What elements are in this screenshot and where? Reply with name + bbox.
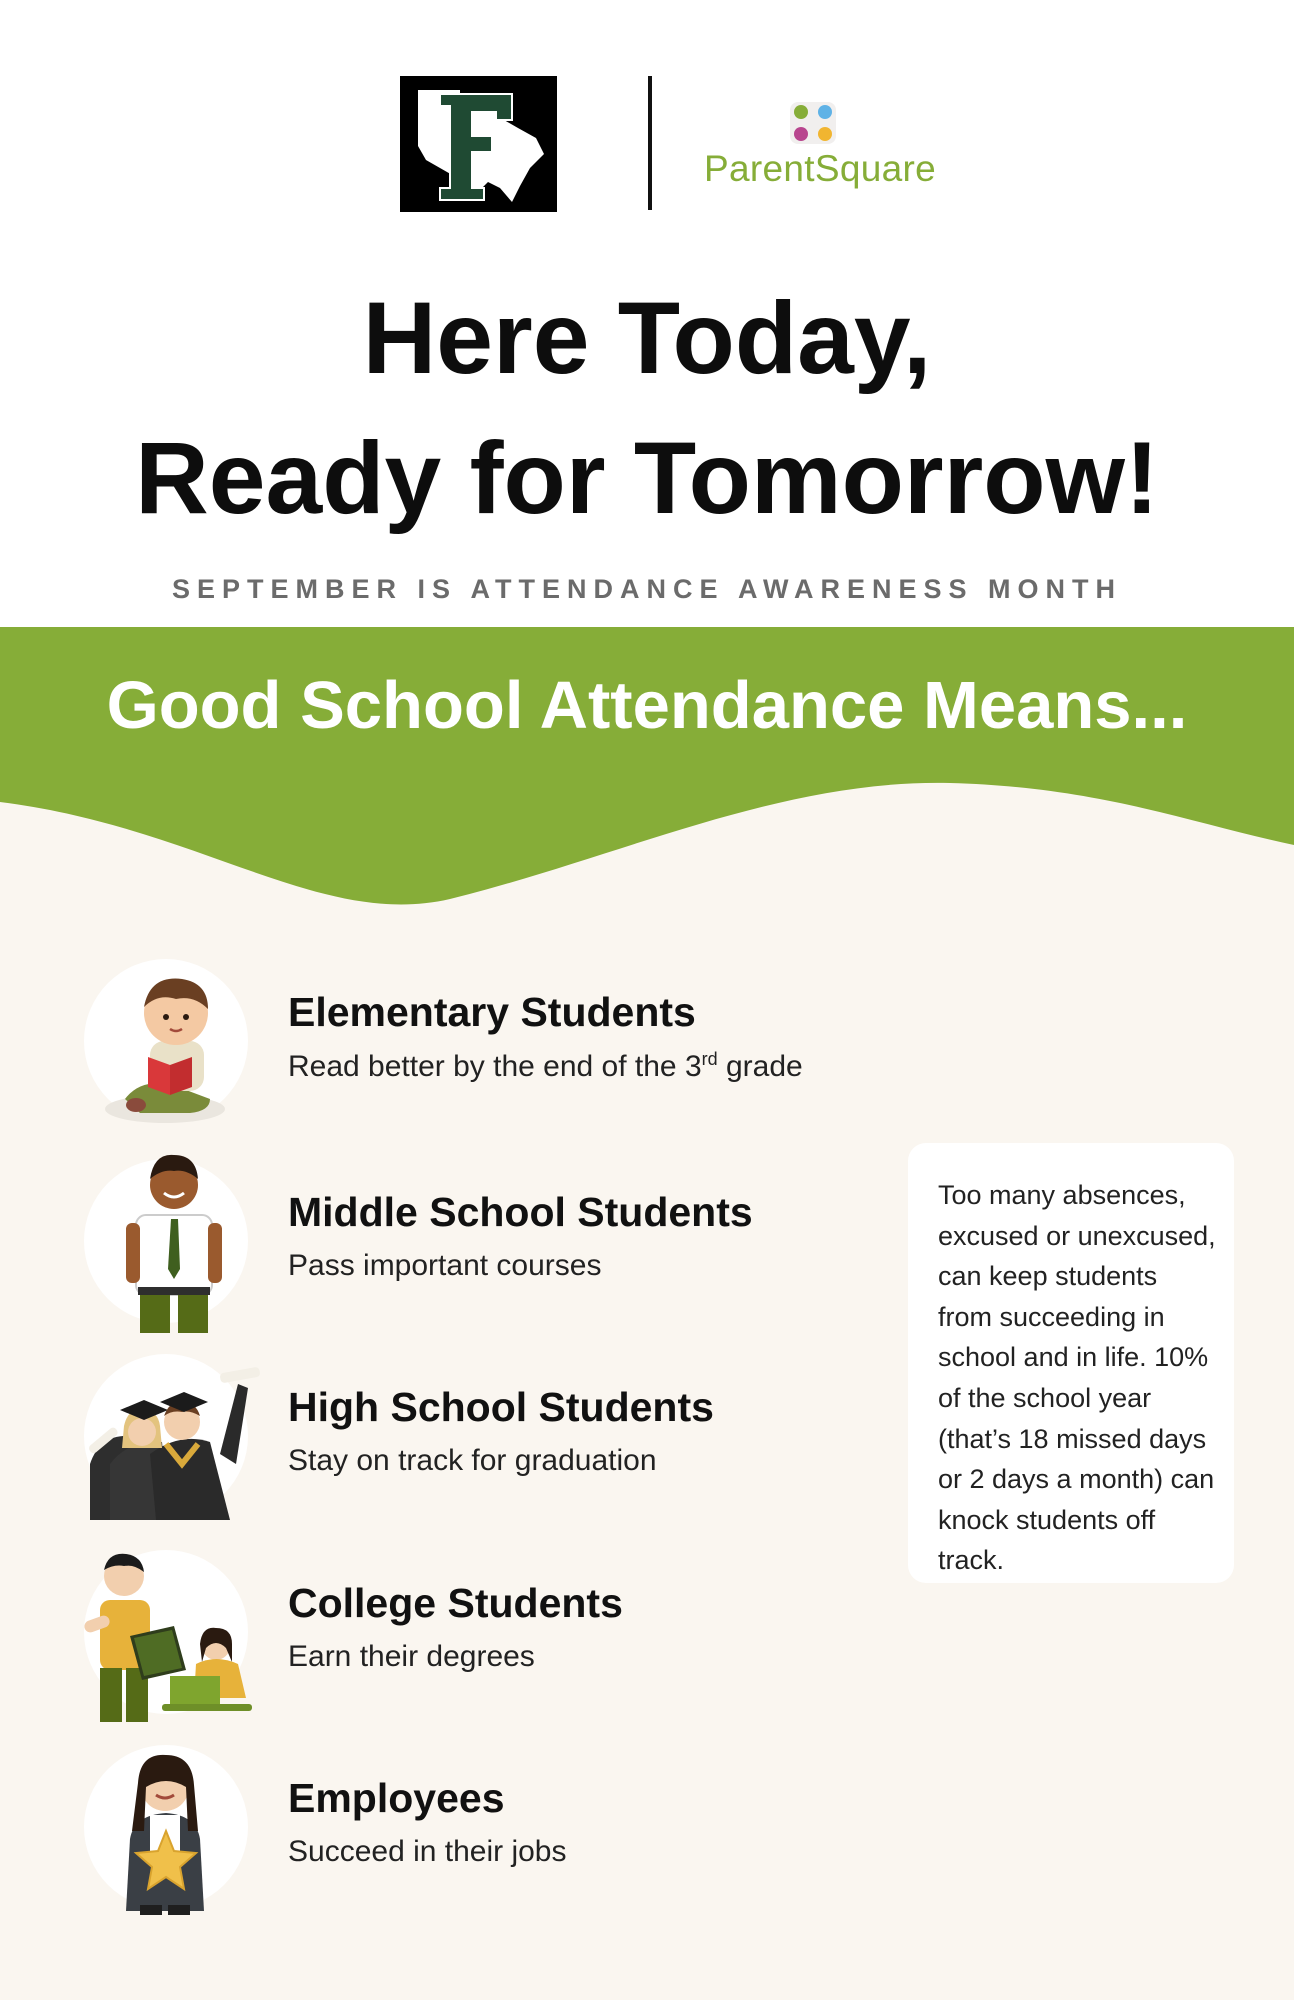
title-line-1: Here Today,: [362, 281, 932, 395]
child-reading-icon: [70, 949, 260, 1133]
list-item-middle-school: [0, 1159, 900, 1329]
item-description: Stay on track for graduation: [288, 1444, 657, 1477]
item-description-text: Read better by the end of the 3: [288, 1050, 702, 1083]
item-title: High School Students: [288, 1384, 714, 1430]
item-title: Elementary Students: [288, 989, 696, 1035]
item-description: Succeed in their jobs: [288, 1835, 567, 1868]
item-description: Pass important courses: [288, 1249, 602, 1282]
list-item-high-school: [0, 1354, 900, 1524]
student-uniform-icon: [70, 1149, 260, 1333]
page-title: [0, 268, 1294, 548]
title-line-2: Ready for Tomorrow!: [135, 421, 1159, 535]
list-item-elementary: [0, 959, 900, 1129]
parentsquare-wordmark: ParentSquare: [704, 148, 936, 189]
graduates-icon: [70, 1344, 260, 1528]
item-description: [288, 1049, 803, 1084]
item-description: Earn their degrees: [288, 1640, 535, 1673]
list-item-employees: [0, 1745, 900, 1915]
logo-divider: [648, 76, 652, 210]
item-title: Middle School Students: [288, 1189, 753, 1235]
band-title: Good School Attendance Means...: [106, 668, 1188, 743]
list-item-college: [0, 1550, 900, 1720]
subtitle: SEPTEMBER IS ATTENDANCE AWARENESS MONTH: [171, 574, 1123, 604]
info-card: [908, 1143, 1234, 1583]
school-f-logo: [400, 76, 557, 212]
item-title: College Students: [288, 1580, 623, 1626]
header: [0, 0, 1294, 627]
item-description-text-end: grade: [717, 1050, 803, 1083]
college-study-icon: [70, 1540, 260, 1724]
content-band: [0, 627, 1294, 2000]
item-description-superscript: rd: [701, 1049, 718, 1069]
item-title: Employees: [288, 1775, 505, 1821]
info-card-text: Too many absences, excused or unexcused, can keep students from succeeding in school and in life. 10% of the school year (that’s 18 missed days or 2 days a month) can knock students off track.: [938, 1180, 1216, 1576]
parentsquare-logo-icon: [788, 100, 838, 146]
employee-star-icon: [70, 1735, 260, 1919]
